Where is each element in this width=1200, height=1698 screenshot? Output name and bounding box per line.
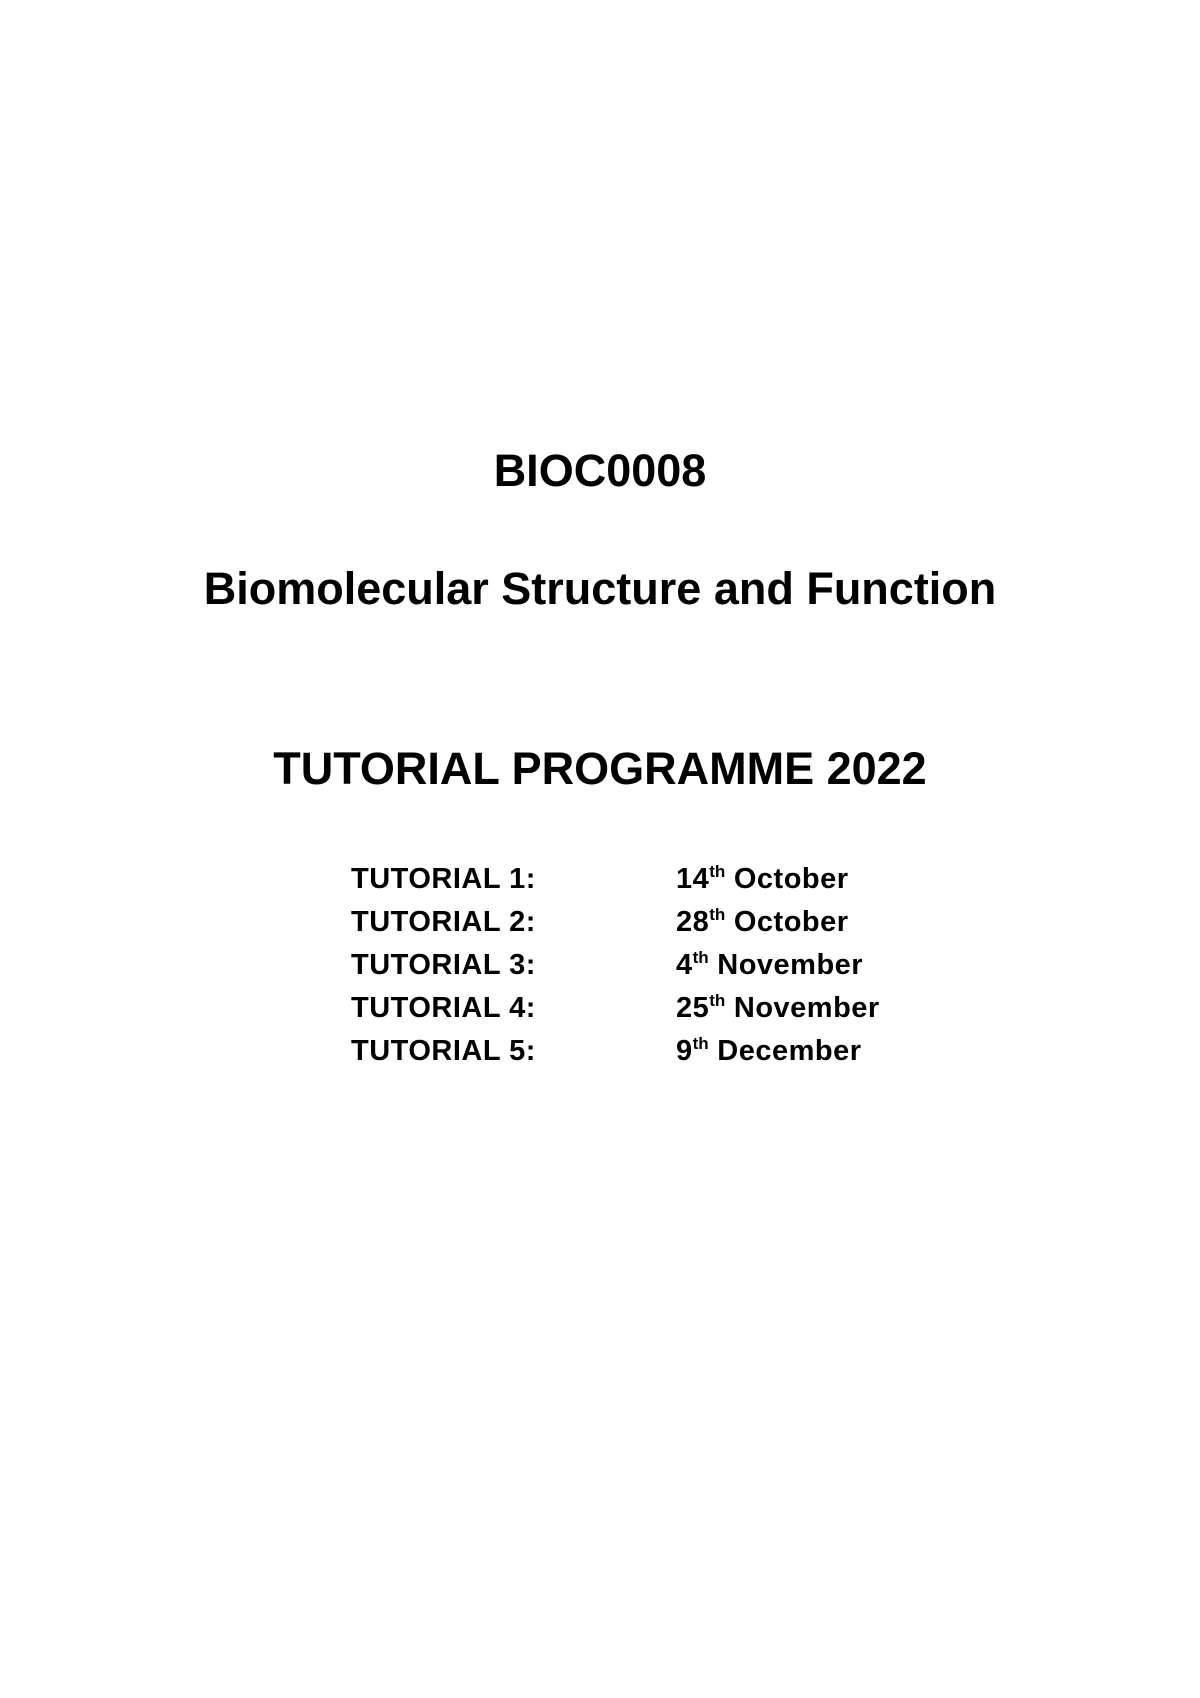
tutorial-row bbox=[351, 903, 951, 946]
tutorial-label: TUTORIAL 1: bbox=[351, 863, 536, 895]
tutorial-day: 9 bbox=[676, 1035, 693, 1067]
tutorial-date bbox=[676, 989, 880, 1027]
tutorial-label: TUTORIAL 2: bbox=[351, 906, 536, 938]
tutorial-row bbox=[351, 989, 951, 1032]
tutorial-label: TUTORIAL 5: bbox=[351, 1035, 536, 1067]
tutorial-date bbox=[676, 1032, 862, 1070]
tutorial-day-suffix: th bbox=[709, 905, 726, 924]
tutorial-row bbox=[351, 946, 951, 989]
tutorial-day-suffix: th bbox=[709, 862, 726, 881]
tutorial-schedule bbox=[351, 860, 951, 1075]
tutorial-row bbox=[351, 1032, 951, 1075]
tutorial-date bbox=[676, 860, 849, 898]
tutorial-day-suffix: th bbox=[709, 991, 726, 1010]
course-code: BIOC0008 bbox=[493, 445, 707, 496]
tutorial-row bbox=[351, 860, 951, 903]
tutorial-month: October bbox=[733, 906, 849, 938]
tutorial-day-suffix: th bbox=[692, 1034, 709, 1053]
tutorial-day: 14 bbox=[676, 863, 710, 895]
tutorial-day: 28 bbox=[676, 906, 710, 938]
tutorial-date bbox=[676, 903, 849, 941]
tutorial-month: October bbox=[733, 863, 849, 895]
tutorial-day: 25 bbox=[676, 992, 710, 1024]
tutorial-date bbox=[676, 946, 863, 984]
programme-title: TUTORIAL PROGRAMME 2022 bbox=[273, 743, 927, 794]
tutorial-month: November bbox=[733, 992, 880, 1024]
tutorial-month: November bbox=[717, 949, 864, 981]
tutorial-month: December bbox=[717, 1035, 862, 1067]
tutorial-label: TUTORIAL 4: bbox=[351, 992, 536, 1024]
tutorial-day: 4 bbox=[676, 949, 693, 981]
tutorial-day-suffix: th bbox=[692, 948, 709, 967]
tutorial-label: TUTORIAL 3: bbox=[351, 949, 536, 981]
course-title: Biomolecular Structure and Function bbox=[203, 563, 997, 614]
